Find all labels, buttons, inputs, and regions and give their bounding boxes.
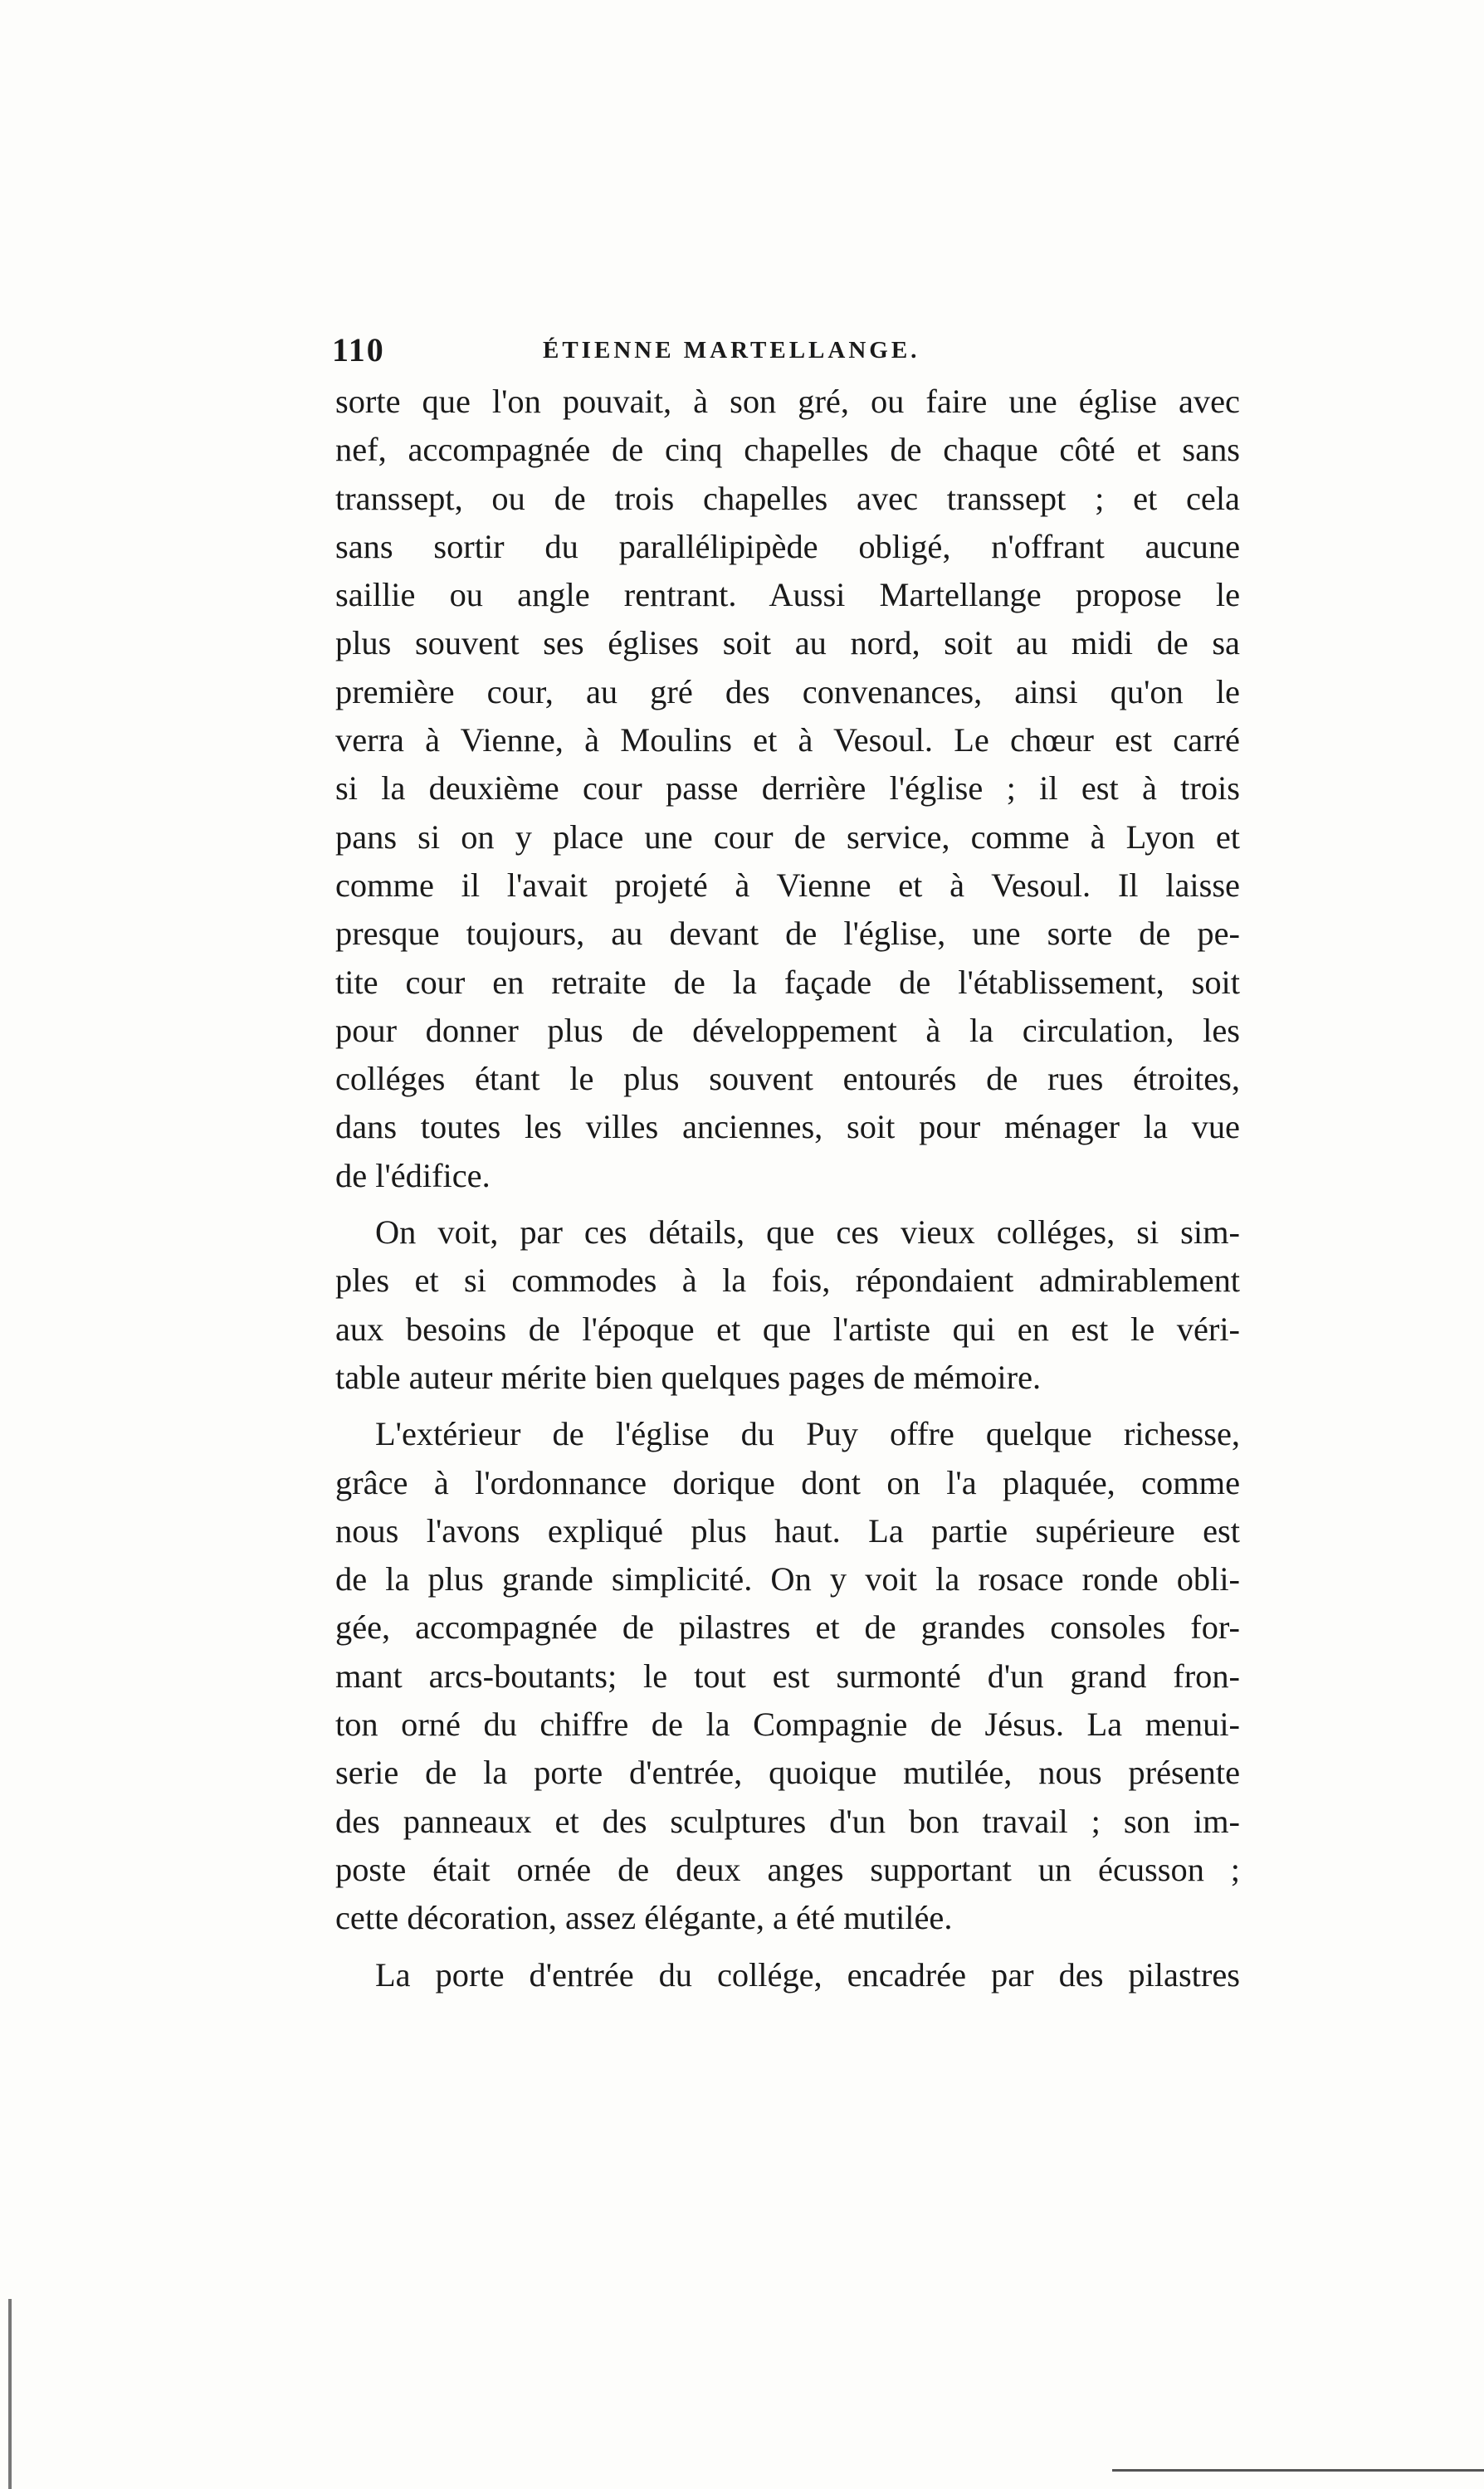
paragraph — [335, 1208, 1240, 1402]
text-line: L'extérieur de l'église du Puy offre quelque richesse, — [375, 1415, 1240, 1453]
text-line: saillie ou angle rentrant. Aussi Martellange propose le — [335, 576, 1240, 614]
paragraph — [335, 1410, 1240, 1942]
text-line: grâce à l'ordonnance dorique dont on l'a plaquée, comme — [335, 1463, 1240, 1501]
text-line: presque toujours, au devant de l'église, une sorte de pe- — [335, 915, 1240, 953]
text-line: gée, accompagnée de pilastres et de grandes consoles for- — [335, 1608, 1240, 1647]
page-header — [332, 330, 1238, 380]
margin-rule — [8, 2299, 12, 2489]
text-line: serie de la porte d'entrée, quoique mutilée, nous présente — [335, 1754, 1240, 1792]
paragraph — [335, 1951, 1240, 1999]
text-line: sans sortir du parallélipipède obligé, n'offrant aucune — [335, 527, 1240, 565]
text-line: de l'édifice. — [335, 1156, 491, 1194]
text-line: aux besoins de l'époque et que l'artiste qui en est le véri- — [335, 1310, 1240, 1348]
text-line: pour donner plus de développement à la circulation, les — [335, 1011, 1240, 1049]
text-line: mant arcs-boutants; le tout est surmonté d'un grand fron- — [335, 1657, 1240, 1695]
text-line: plus souvent ses églises soit au nord, soit au midi de sa — [335, 624, 1240, 662]
footer-rule — [1112, 2469, 1484, 2472]
text-line: La porte d'entrée du collége, encadrée par des pilastres — [375, 1955, 1240, 1994]
text-line: dans toutes les villes anciennes, soit pour ménager la vue — [335, 1108, 1240, 1146]
text-line: transsept, ou de trois chapelles avec transsept ; et cela — [335, 479, 1240, 517]
text-line: ples et si commodes à la fois, répondaient admirablement — [335, 1262, 1240, 1300]
text-line: première cour, au gré des convenances, ainsi qu'on le — [335, 672, 1240, 710]
paragraph — [335, 378, 1240, 1200]
text-line: tite cour en retraite de la façade de l'établissement, soit — [335, 963, 1240, 1001]
text-line: pans si on y place une cour de service, comme à Lyon et — [335, 817, 1240, 856]
text-line: nef, accompagnée de cinq chapelles de chaque côté et sans — [335, 431, 1240, 469]
text-line: cette décoration, assez élégante, a été mutilée. — [335, 1899, 953, 1937]
text-line: des panneaux et des sculptures d'un bon travail ; son im- — [335, 1802, 1240, 1840]
text-line: On voit, par ces détails, que ces vieux colléges, si sim- — [375, 1213, 1240, 1252]
text-line: de la plus grande simplicité. On y voit la rosace ronde obli- — [335, 1560, 1240, 1598]
text-line: colléges étant le plus souvent entourés de rues étroites, — [335, 1060, 1240, 1098]
text-line: comme il l'avait projeté à Vienne et à Vesoul. Il laisse — [335, 866, 1240, 904]
body-text — [335, 378, 1240, 1999]
text-line: nous l'avons expliqué plus haut. La partie supérieure est — [335, 1511, 1240, 1550]
text-line: verra à Vienne, à Moulins et à Vesoul. Le chœur est carré — [335, 721, 1240, 759]
running-head: ÉTIENNE MARTELLANGE. — [543, 337, 920, 364]
text-line: si la deuxième cour passe derrière l'église ; il est à trois — [335, 769, 1240, 808]
text-line: ton orné du chiffre de la Compagnie de Jésus. La menui- — [335, 1706, 1240, 1744]
text-line: poste était ornée de deux anges supportant un écusson ; — [335, 1850, 1240, 1888]
text-line: table auteur mérite bien quelques pages de mémoire. — [335, 1358, 1042, 1396]
text-line: sorte que l'on pouvait, à son gré, ou faire une église avec — [335, 383, 1240, 420]
page-number: 110 — [332, 331, 385, 368]
